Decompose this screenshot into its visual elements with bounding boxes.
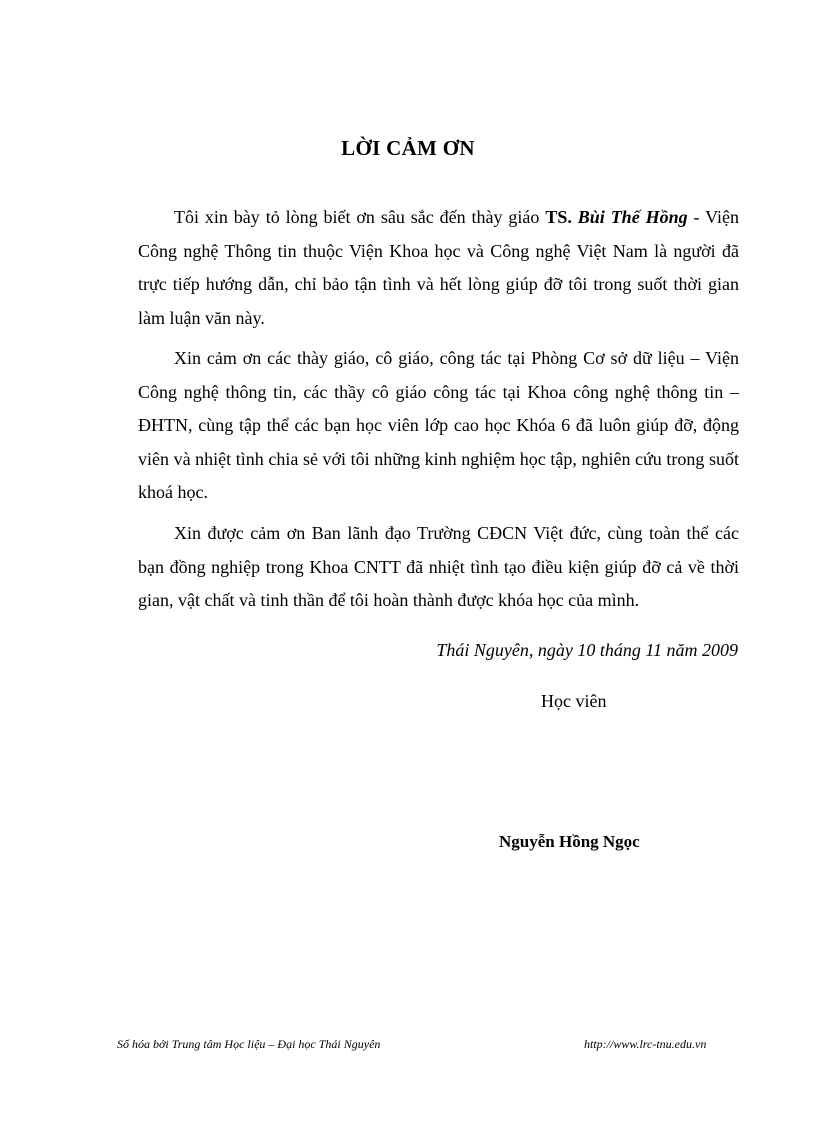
paragraph-colleagues-thanks: Xin được cảm ơn Ban lãnh đạo Trường CĐCN Việt đức, cùng toàn thể các bạn đồng nghiệp trong Khoa CNTT đã nhiệt tình tạo điều kiện giúp đỡ cả về thời gian, vật chất và tinh thần để tôi hoàn thành được khóa học của mình. xyxy=(138,523,739,610)
advisor-honorific: TS. xyxy=(545,207,572,227)
paragraph-faculty-thanks: Xin cảm ơn các thày giáo, cô giáo, công tác tại Phòng Cơ sở dữ liệu – Viện Công nghệ thông tin, các thầy cô giáo công tác tại Khoa công nghệ thông tin – ĐHTN, cùng tập thể các bạn học viên lớp cao học Khóa 6 đã luôn giúp đỡ, động viên và nhiệt tình chia sẻ với tôi những kinh nghiệm học tập, nghiên cứu trong suốt khoá học. xyxy=(138,348,739,502)
signer-name: Nguyễn Hồng Ngọc xyxy=(499,832,640,851)
footer-digitized-by: Số hóa bởi Trung tâm Học liệu – Đại học Thái Nguyên xyxy=(117,1037,381,1051)
page-title: LỜI CẢM ƠN xyxy=(341,136,475,160)
signer-role: Học viên xyxy=(541,691,607,711)
place-date-line: Thái Nguyên, ngày 10 tháng 11 năm 2009 xyxy=(436,640,738,660)
footer-url: http://www.lrc-tnu.edu.vn xyxy=(584,1037,707,1051)
paragraph-rest-text: - Viện Công nghệ Thông tin thuộc Viện Khoa học và Công nghệ Việt Nam là người đã trực tiếp hướng dẫn, chỉ bảo tận tình và hết lòng giúp đỡ tôi trong suốt thời gian làm luận văn này. xyxy=(138,207,739,328)
advisor-name: Bùi Thế Hồng xyxy=(577,207,688,227)
paragraph-advisor-thanks xyxy=(138,201,739,335)
paragraph-lead-text: Tôi xin bày tỏ lòng biết ơn sâu sắc đến thày giáo xyxy=(174,207,546,227)
